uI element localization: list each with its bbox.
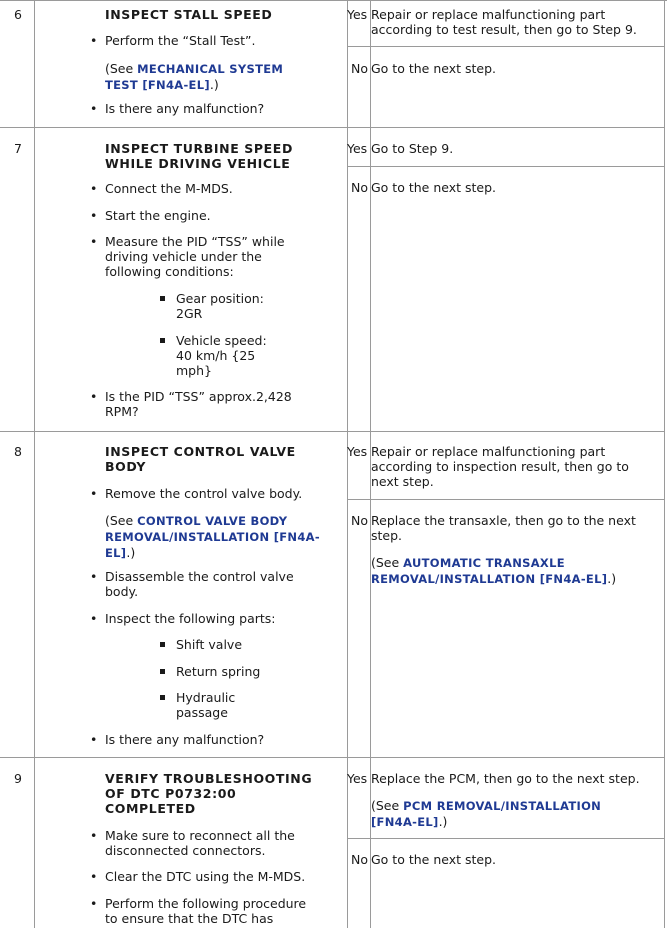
row9-yes-no-divider bbox=[347, 838, 665, 839]
step-number: 7 bbox=[14, 141, 22, 156]
square-bullet-icon bbox=[160, 296, 165, 301]
yes-action: Repair or replace malfunctioning part according to test result, then go to Step 9. bbox=[371, 7, 637, 37]
yes-action: Replace the PCM, then go to the next step. bbox=[371, 771, 640, 786]
bullet-icon: • bbox=[90, 869, 98, 884]
sub-list-item: Gear position: 2GR bbox=[160, 291, 280, 321]
list-item: • Perform the “Stall Test”. bbox=[90, 33, 256, 48]
list-item: • Connect the M-MDS. bbox=[90, 181, 233, 196]
bullet-icon: • bbox=[90, 732, 98, 747]
step-number: 8 bbox=[14, 444, 22, 459]
list-item: • Is there any malfunction? bbox=[90, 101, 265, 116]
step-number: 9 bbox=[14, 771, 22, 786]
square-bullet-icon bbox=[160, 642, 165, 647]
bullet-icon: • bbox=[90, 486, 98, 501]
sub-list-item: Shift valve bbox=[160, 637, 300, 652]
bullet-icon: • bbox=[90, 828, 98, 843]
bullet-icon: • bbox=[90, 611, 98, 626]
sub-list-item: Hydraulic passage bbox=[160, 690, 242, 720]
bullet-icon: • bbox=[90, 208, 98, 223]
column-divider-step bbox=[34, 0, 35, 928]
no-action: Replace the transaxle, then go to the next step. bbox=[371, 513, 636, 543]
square-bullet-icon bbox=[160, 669, 165, 674]
sub-list-item: Vehicle speed: 40 km/h {25 mph} bbox=[160, 333, 280, 378]
bullet-icon: • bbox=[90, 896, 98, 911]
bullet-icon: • bbox=[90, 234, 98, 249]
answer-no: No bbox=[351, 852, 368, 867]
step-title: VERIFY TROUBLESHOOTING OF DTC P0732:00 COMPLETED bbox=[105, 771, 313, 816]
answer-yes: Yes bbox=[347, 444, 368, 459]
answer-no: No bbox=[351, 513, 368, 528]
sub-list-item: Return spring bbox=[160, 664, 300, 679]
list-item: • Clear the DTC using the M-MDS. bbox=[90, 869, 306, 884]
list-item: • Perform the following procedure to ensure that the DTC has bbox=[90, 896, 307, 926]
bullet-icon: • bbox=[90, 389, 98, 404]
square-bullet-icon bbox=[160, 695, 165, 700]
list-item: • Start the engine. bbox=[90, 208, 211, 223]
column-divider-inspection bbox=[347, 0, 348, 928]
table-border-top bbox=[0, 0, 667, 1]
yes-action: Go to Step 9. bbox=[371, 141, 454, 156]
step-title: INSPECT CONTROL VALVE BODY bbox=[105, 444, 296, 474]
row-divider-7-8 bbox=[0, 431, 665, 432]
no-action: Go to the next step. bbox=[371, 852, 496, 867]
pcm-removal-link[interactable]: PCM REMOVAL/INSTALLATION [FN4A-EL] bbox=[371, 799, 602, 829]
list-item: • Measure the PID “TSS” while driving vehicle under the following conditions: bbox=[90, 234, 285, 279]
bullet-icon: • bbox=[90, 569, 98, 584]
table-border-right bbox=[664, 0, 665, 928]
answer-yes: Yes bbox=[347, 141, 368, 156]
step-title: INSPECT STALL SPEED bbox=[105, 7, 273, 22]
see-reference: (See PCM REMOVAL/INSTALLATION [FN4A-EL].) bbox=[371, 798, 602, 829]
square-bullet-icon bbox=[160, 338, 165, 343]
see-reference: (See CONTROL VALVE BODY REMOVAL/INSTALLATION [FN4A-EL].) bbox=[105, 513, 320, 560]
list-item: • Disassemble the control valve body. bbox=[90, 569, 294, 599]
list-item: • Remove the control valve body. bbox=[90, 486, 303, 501]
row-divider-8-9 bbox=[0, 757, 665, 758]
bullet-icon: • bbox=[90, 101, 98, 116]
list-item: • Is there any malfunction? bbox=[90, 732, 265, 747]
yes-action: Repair or replace malfunctioning part according to inspection result, then go to next step. bbox=[371, 444, 629, 489]
see-reference: (See AUTOMATIC TRANSAXLE REMOVAL/INSTALLATION [FN4A-EL].) bbox=[371, 555, 617, 586]
see-reference: (See MECHANICAL SYSTEM TEST [FN4A-EL].) bbox=[105, 61, 284, 92]
step-number: 6 bbox=[14, 7, 22, 22]
list-item: • Inspect the following parts: bbox=[90, 611, 276, 626]
answer-no: No bbox=[351, 61, 368, 76]
control-valve-body-link[interactable]: CONTROL VALVE BODY REMOVAL/INSTALLATION [FN4A-EL] bbox=[105, 514, 320, 560]
bullet-icon: • bbox=[90, 181, 98, 196]
mechanical-system-test-link[interactable]: MECHANICAL SYSTEM TEST [FN4A-EL] bbox=[105, 62, 284, 92]
step-title: INSPECT TURBINE SPEED WHILE DRIVING VEHICLE bbox=[105, 141, 293, 171]
row6-yes-no-divider bbox=[347, 46, 665, 47]
list-item: • Is the PID “TSS” approx.2,428 RPM? bbox=[90, 389, 292, 419]
answer-yes: Yes bbox=[347, 771, 368, 786]
row7-yes-no-divider bbox=[347, 166, 665, 167]
row8-yes-no-divider bbox=[347, 499, 665, 500]
no-action: Go to the next step. bbox=[371, 61, 496, 76]
no-action: Go to the next step. bbox=[371, 180, 496, 195]
answer-no: No bbox=[351, 180, 368, 195]
automatic-transaxle-link[interactable]: AUTOMATIC TRANSAXLE REMOVAL/INSTALLATION [FN4A-EL] bbox=[371, 556, 608, 586]
list-item: • Make sure to reconnect all the disconnected connectors. bbox=[90, 828, 295, 858]
bullet-icon: • bbox=[90, 33, 98, 48]
answer-yes: Yes bbox=[347, 7, 368, 22]
row-divider-6-7 bbox=[0, 127, 665, 128]
